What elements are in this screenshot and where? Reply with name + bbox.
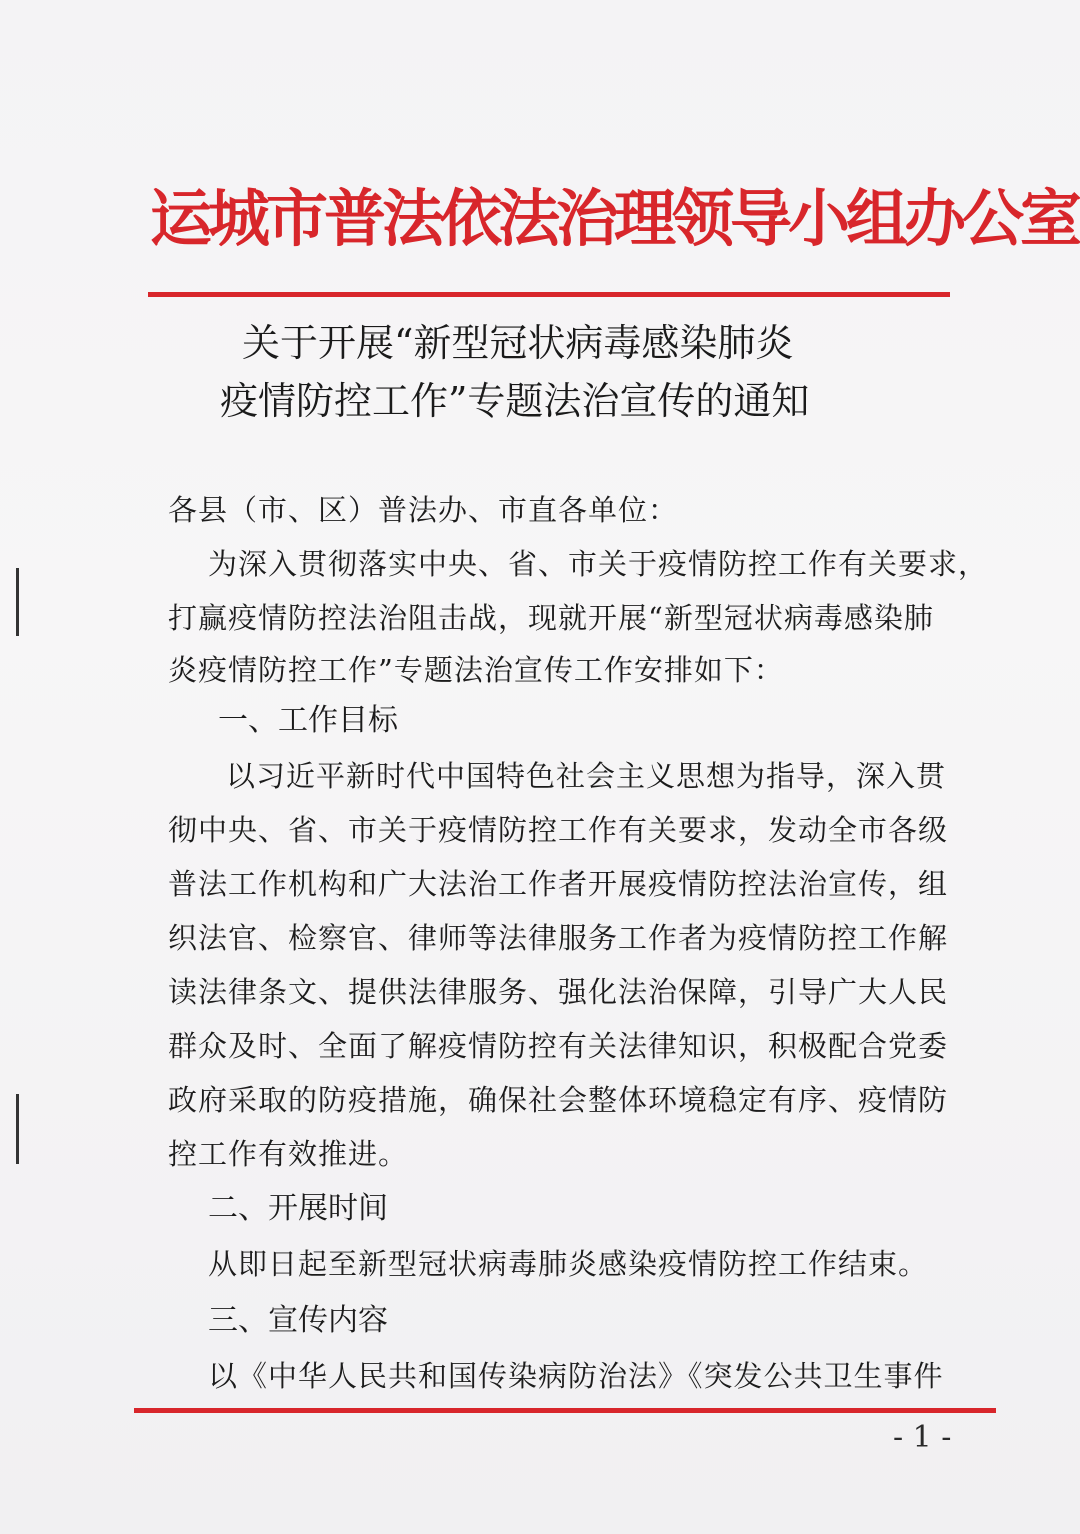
binding-mark-bottom: [16, 1094, 19, 1164]
section-1-heading: 一、工作目标: [218, 703, 398, 738]
section-1-line: 以习近平新时代中国特色社会主义思想为指导，深入贯: [226, 759, 947, 793]
letterhead-red-rule: [148, 292, 950, 297]
section-1-line: 彻中央、省、市关于疫情防控工作有关要求，发动全市各级: [168, 813, 949, 847]
intro-line: 炎疫情防控工作”专题法治宣传工作安排如下：: [168, 653, 784, 687]
letterhead-title: 运城市普法依法治理领导小组办公室: [150, 182, 1079, 255]
section-1-line: 政府采取的防疫措施，确保社会整体环境稳定有序、疫情防: [168, 1083, 949, 1117]
document-title-line-2: 疫情防控工作”专题法治宣传的通知: [220, 379, 810, 423]
salutation: 各县（市、区）普法办、市直各单位：: [168, 493, 679, 527]
section-1-line: 织法官、检察官、律师等法律服务工作者为疫情防控工作解: [168, 921, 949, 955]
section-3-heading: 三、宣传内容: [208, 1303, 388, 1338]
binding-mark-top: [16, 568, 19, 636]
section-1-line: 群众及时、全面了解疫情防控有关法律知识，积极配合党委: [168, 1029, 949, 1063]
intro-line: 为深入贯彻落实中央、省、市关于疫情防控工作有关要求，: [208, 547, 989, 581]
page-number: - 1 -: [893, 1420, 952, 1455]
footer-red-rule: [134, 1408, 996, 1413]
section-2-heading: 二、开展时间: [208, 1191, 388, 1226]
section-1-line: 控工作有效推进。: [168, 1137, 409, 1171]
section-1-line: 读法律条文、提供法律服务、强化法治保障，引导广大人民: [168, 975, 949, 1009]
section-2-line: 从即日起至新型冠状病毒肺炎感染疫情防控工作结束。: [208, 1247, 929, 1281]
section-1-line: 普法工作机构和广大法治工作者开展疫情防控法治宣传，组: [168, 867, 949, 901]
document-title-line-1: 关于开展“新型冠状病毒感染肺炎: [242, 321, 794, 365]
intro-line: 打赢疫情防控法治阻击战，现就开展“新型冠状病毒感染肺: [168, 601, 934, 635]
section-3-line: 以《中华人民共和国传染病防治法》《突发公共卫生事件: [208, 1359, 944, 1393]
